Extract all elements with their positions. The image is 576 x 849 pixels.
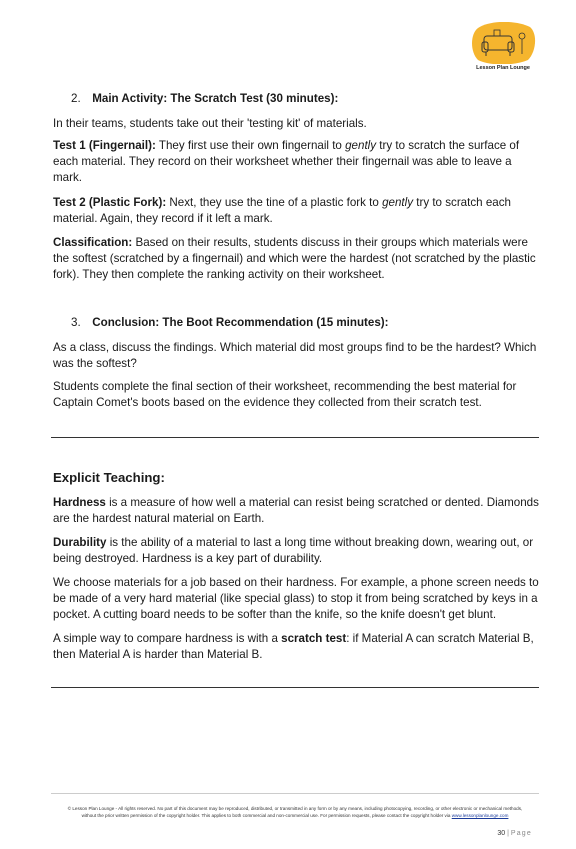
copyright-text: © Lesson Plan Lounge - All rights reserved. No part of this document may be reproduced, distributed, or transmitted in any form or by any means, including photocopying, recording, or other electronic or mechanical methods, without the prior written permission of the copyright holder. This applies to both commercial and non-commercial use. For permission requests, please contact the copyright holder via bbox=[67, 806, 523, 818]
test-2-paragraph bbox=[53, 195, 539, 227]
section-3-title: Conclusion: The Boot Recommendation (15 minutes): bbox=[92, 316, 389, 329]
section-2-intro: In their teams, students take out their 'testing kit' of materials. bbox=[53, 117, 367, 130]
durability-label: Durability bbox=[53, 536, 107, 549]
section-3-paragraph-1: As a class, discuss the findings. Which material did most groups find to be the hardest? Which was the softest? bbox=[53, 341, 537, 370]
footer-copyright bbox=[60, 806, 530, 819]
logo bbox=[470, 22, 536, 74]
section-2-title: Main Activity: The Scratch Test (30 minutes): bbox=[92, 92, 339, 105]
section-3-heading bbox=[71, 316, 389, 329]
choose-materials-paragraph: We choose materials for a job based on their hardness. For example, a phone screen needs to be made of a very hard material (like special glass) to stop it from being scratched by keys in a pocket. A cutting board needs to be softer than the knife, so the knife doesn't get blunt. bbox=[53, 576, 539, 621]
divider-1 bbox=[51, 437, 539, 438]
compare-text-b: : if Material A can scratch Material B, then Material A is harder than Material B. bbox=[53, 632, 534, 661]
test-2-text-a: Next, they use the tine of a plastic fork to bbox=[166, 196, 383, 209]
page-number bbox=[497, 830, 532, 837]
classification-paragraph bbox=[53, 235, 539, 282]
footer-divider bbox=[51, 793, 539, 794]
section-3-paragraph-2: Students complete the final section of their worksheet, recommending the best material for Captain Comet's boots based on the evidence they collected from their scratch test. bbox=[53, 380, 517, 409]
compare-text-a: A simple way to compare hardness is with a bbox=[53, 632, 282, 645]
explicit-teaching-title: Explicit Teaching: bbox=[53, 470, 165, 485]
test-1-emphasis: gently bbox=[345, 139, 377, 152]
test-2-label: Test 2 (Plastic Fork): bbox=[53, 196, 167, 209]
test-1-paragraph bbox=[53, 138, 539, 185]
test-1-text-a: They first use their own fingernail to bbox=[155, 139, 346, 152]
section-2-number: 2. bbox=[71, 92, 81, 105]
website-link[interactable]: www.lessonplanlounge.com bbox=[451, 812, 509, 818]
page-word: Page bbox=[510, 830, 532, 837]
test-2-emphasis: gently bbox=[382, 196, 414, 209]
sofa-logo-icon bbox=[470, 22, 536, 64]
section-3-number: 3. bbox=[71, 316, 81, 329]
page-number-value: 30 bbox=[497, 830, 506, 837]
hardness-label: Hardness bbox=[53, 496, 106, 509]
test-1-text-b: try to scratch the surface of each material. They record on their worksheet whether their fingernail was able to leave a mark. bbox=[53, 139, 520, 184]
test-2-text-b: try to scratch each material. Again, they record if it left a mark. bbox=[53, 196, 511, 225]
classification-text: Based on their results, students discuss in their groups which materials were the softest (scratched by a fingernail) and which were the hardest (not scratched by the plastic fork). They then complete the ranking activity on their worksheet. bbox=[53, 236, 536, 281]
compare-hardness-paragraph bbox=[53, 631, 539, 663]
durability-paragraph bbox=[53, 535, 539, 567]
hardness-paragraph bbox=[53, 495, 539, 527]
scratch-test-term: scratch test bbox=[281, 632, 347, 645]
divider-2 bbox=[51, 687, 539, 688]
section-2-heading bbox=[71, 92, 338, 105]
classification-label: Classification: bbox=[53, 236, 133, 249]
hardness-text: is a measure of how well a material can resist being scratched or dented. Diamonds are the hardest natural material on Earth. bbox=[53, 496, 539, 525]
page-separator: | bbox=[507, 830, 509, 837]
logo-text: Lesson Plan Lounge bbox=[476, 65, 530, 71]
durability-text: is the ability of a material to last a long time without breaking down, wearing out, or being destroyed. Hardness is a key part of durability. bbox=[53, 536, 534, 565]
test-1-label: Test 1 (Fingernail): bbox=[53, 139, 156, 152]
